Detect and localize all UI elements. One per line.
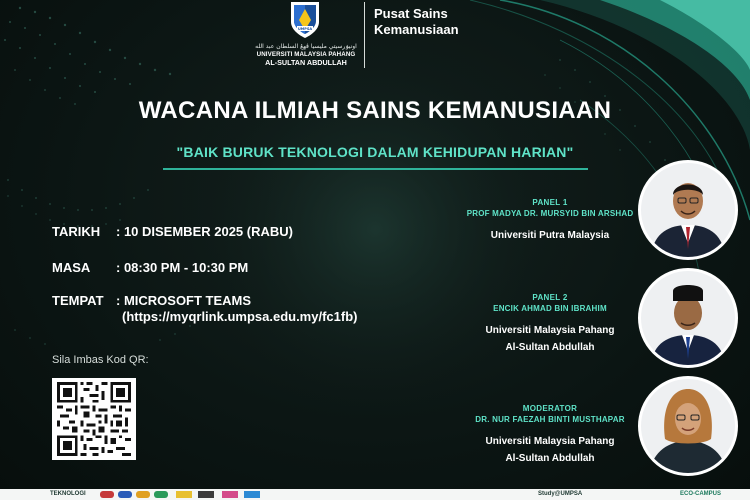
event-subtitle: "BAIK BURUK TEKNOLOGI DALAM KEHIDUPAN HARIAN" <box>176 144 574 160</box>
event-title: WACANA ILMIAH SAINS KEMANUSIAAN <box>138 97 612 124</box>
time-label: MASA <box>52 260 91 275</box>
person-photo-icon <box>641 271 735 365</box>
svg-text:UMPSA: UMPSA <box>297 27 313 31</box>
panel1-institution <box>440 227 660 244</box>
footer-logo-1 <box>100 491 114 498</box>
venue-link[interactable]: (https://myqrlink.umpsa.edu.my/fc1fb) <box>122 309 358 324</box>
footer-logo-5 <box>176 491 192 498</box>
footer-logo-4 <box>154 491 168 498</box>
panel2-photo <box>638 268 738 368</box>
moderator-institution <box>440 433 660 467</box>
footer-text-ecocampus: ECO-CAMPUS <box>680 491 722 497</box>
header-divider <box>364 2 365 68</box>
moderator-name: DR. NUR FAEZAH BINTI MUSTHAPAR <box>475 415 625 424</box>
panel2-role: PANEL 2 <box>532 293 568 302</box>
venue-label: TEMPAT <box>52 293 104 308</box>
panel1-role: PANEL 1 <box>532 198 568 207</box>
centre-name-line2: Kemanusiaan <box>374 22 459 37</box>
footer-text-left: TEKNOLOGI <box>50 491 86 497</box>
panel2-name: ENCIK AHMAD BIN IBRAHIM <box>493 304 607 313</box>
person-photo-icon <box>641 379 735 473</box>
centre-name-line1: Pusat Sains <box>374 6 448 21</box>
footer-text-study: Study@UMPSA <box>538 491 583 497</box>
moderator-institution-line1: Universiti Malaysia Pahang <box>485 436 615 447</box>
moderator-role: MODERATOR <box>522 404 578 413</box>
moderator-institution-line2: Al-Sultan Abdullah <box>505 453 595 464</box>
footer-logo-8 <box>244 491 260 498</box>
qr-code-icon <box>56 382 132 456</box>
university-name-line1: UNIVERSITI MALAYSIA PAHANG <box>256 51 356 58</box>
venue-value: : MICROSOFT TEAMS <box>116 293 252 308</box>
university-arabic-name: اونيۏرسيتي مليسيا ڤهڠ السلطان عبد الله <box>255 43 357 50</box>
qr-code[interactable] <box>52 378 136 460</box>
footer-logo-3 <box>136 491 150 498</box>
panel2-institution <box>440 322 660 356</box>
footer-logos-strip <box>0 489 750 500</box>
panel1-name: PROF MADYA DR. MURSYID BIN ARSHAD <box>466 209 634 218</box>
footer-logo-7 <box>222 491 238 498</box>
footer-logo-2 <box>118 491 132 498</box>
time-value: : 08:30 PM - 10:30 PM <box>116 260 249 275</box>
qr-label: Sila Imbas Kod QR: <box>52 354 149 366</box>
date-label: TARIKH <box>52 224 101 239</box>
subtitle-underline <box>163 168 588 170</box>
dot-wave-top-left <box>4 7 171 105</box>
panel1-institution-line1: Universiti Putra Malaysia <box>490 230 610 241</box>
crest-icon <box>289 0 321 40</box>
centre-name <box>374 6 494 38</box>
footer-logo-6 <box>198 491 214 498</box>
panel1-photo <box>638 160 738 260</box>
person-photo-icon <box>641 163 735 257</box>
moderator-photo <box>638 376 738 476</box>
panel2-institution-line2: Al-Sultan Abdullah <box>505 342 595 353</box>
panel2-institution-line1: Universiti Malaysia Pahang <box>485 325 615 336</box>
university-name-line2: AL-SULTAN ABDULLAH <box>265 58 347 67</box>
date-value: : 10 DISEMBER 2025 (RABU) <box>116 224 293 239</box>
university-logo <box>250 0 362 70</box>
